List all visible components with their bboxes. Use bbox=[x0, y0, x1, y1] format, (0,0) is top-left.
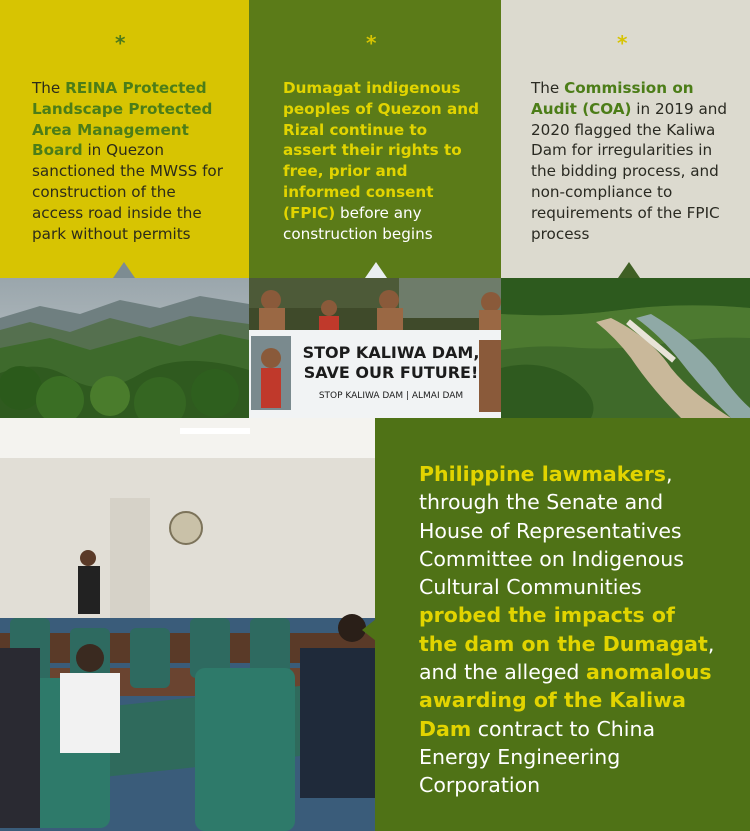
lawmakers-highlight: Philippine lawmakers bbox=[419, 462, 667, 486]
protest-banner bbox=[291, 343, 491, 403]
panel-coa bbox=[501, 0, 750, 278]
reina-board-highlight: REINA Protected Landscape Protected Area Management Board bbox=[32, 79, 213, 160]
panel-reina-text: The REINA Protected Landscape Protected Area Management Board in Quezon sanctioned the MWSS for construction of the access road inside the park without permits bbox=[32, 79, 223, 243]
lawmakers-text: Philippine lawmakers, through the Senate and House of Representatives Committee on Indigenous Cultural Communities probed the impacts of the dam on the Dumagat, and the alleged anomalous awarding of the Kaliwa Dam contract to China Energy Engineering Corporation bbox=[419, 462, 715, 798]
asterisk-icon: * bbox=[115, 31, 126, 55]
notch-pointer bbox=[618, 262, 640, 278]
notch-pointer bbox=[365, 262, 387, 278]
notch-pointer bbox=[362, 619, 376, 641]
asterisk-icon: * bbox=[617, 31, 628, 55]
fpic-highlight: (FPIC) bbox=[283, 203, 336, 222]
banner-line-2: SAVE OUR FUTURE! bbox=[303, 363, 479, 382]
panel-reina bbox=[0, 0, 249, 278]
coa-highlight: Commission on Audit (COA) bbox=[531, 79, 694, 118]
senate-hearing-photo bbox=[0, 418, 375, 831]
panel-dumagat bbox=[249, 0, 501, 278]
river-construction-photo bbox=[501, 278, 750, 418]
panel-coa-text: The Commission on Audit (COA) in 2019 and 2020 flagged the Kaliwa Dam for irregularities in the bidding process, and non-compliance to requirements of the FPIC process bbox=[531, 79, 728, 243]
dumagat-highlight: Dumagat indigenous peoples of Quezon and Rizal continue to assert their rights to free, prior and informed consent bbox=[283, 79, 479, 201]
banner-line-1: STOP KALIWA DAM, bbox=[302, 343, 480, 362]
notch-pointer bbox=[113, 262, 135, 278]
mountain-landscape-photo bbox=[0, 278, 249, 418]
panel-dumagat-text: Dumagat indigenous peoples of Quezon and Rizal continue to assert their rights to free, prior and informed consent (FPIC) before any construction begins bbox=[283, 79, 479, 243]
banner-line-3: STOP KALIWA DAM | ALMAI DAM bbox=[318, 391, 464, 401]
impacts-highlight: probed the impacts of the dam on the Dumagat bbox=[419, 603, 708, 656]
asterisk-icon: * bbox=[366, 31, 377, 55]
anomalous-highlight: anomalous awarding of the Kaliwa Dam bbox=[419, 660, 712, 741]
panel-lawmakers bbox=[375, 418, 750, 831]
